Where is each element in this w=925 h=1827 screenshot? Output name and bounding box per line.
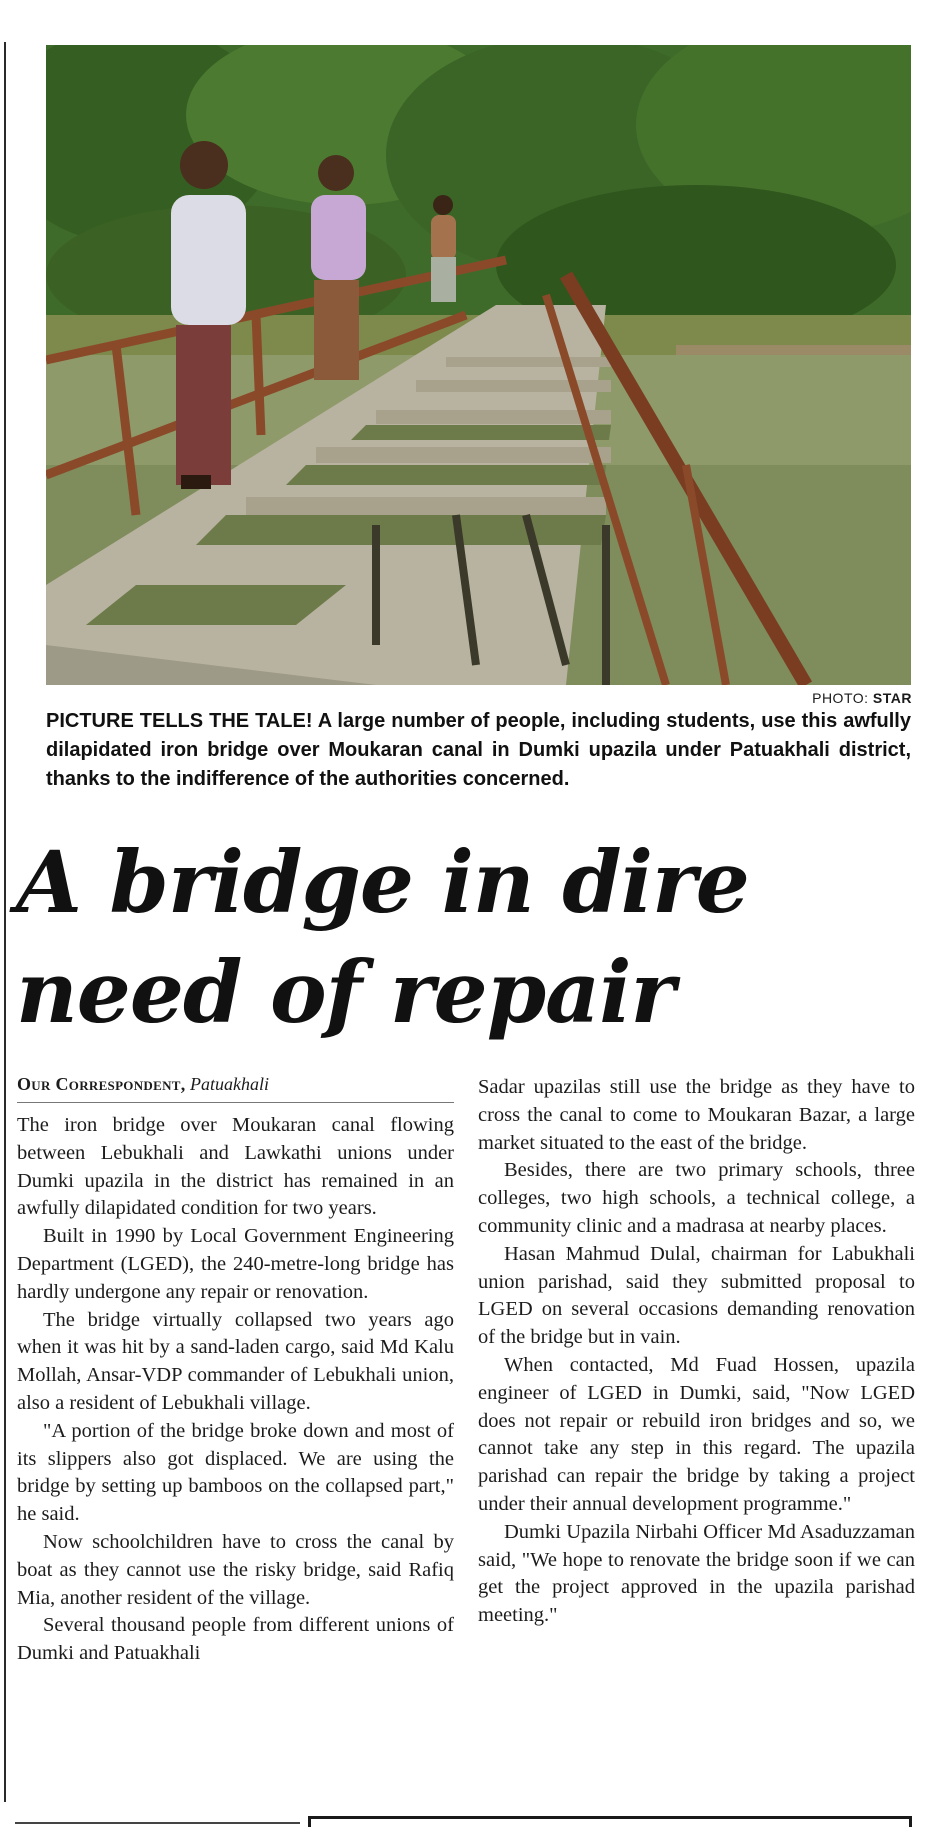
bottom-divider [15,1822,300,1824]
article-paragraph: Dumki Upazila Nirbahi Officer Md Asaduzzaman said, "We hope to renovate the bridge soon if we can get the project approved in the upazila parishad meeting." [478,1520,915,1627]
photo-credit-source: STAR [872,690,912,706]
news-photo [46,45,911,685]
article-column-right [478,1074,915,1630]
article-paragraph: "A portion of the bridge broke down and most of its slippers also got displaced. We are using the bridge by setting up bamboos on the collapsed part," he said. [17,1419,454,1526]
byline-correspondent: Our Correspondent, [17,1074,186,1094]
left-column-rule [4,42,6,1802]
photo-credit-prefix: PHOTO: [812,690,869,706]
article-column-left [17,1072,454,1668]
article-paragraph: When contacted, Md Fuad Hossen, upazila engineer of LGED in Dumki, said, "Now LGED does not repair or rebuild iron bridges and so, we cannot take any step in this regard. The upazila parishad can repair the bridge by taking a project under their annual development programme." [478,1353,915,1515]
headline-line-1: A bridge in dire [16,833,749,933]
article-paragraph: Now schoolchildren have to cross the canal by boat as they cannot use the risky bridge, said Rafiq Mia, another resident of the village. [17,1530,454,1609]
article-paragraph: Sadar upazilas still use the bridge as they have to cross the canal to come to Moukaran Bazar, a large market situated to the east of the bridge. [478,1076,915,1154]
article-paragraph: The iron bridge over Moukaran canal flowing between Lebukhali and Lawkathi unions under Dumki upazila in the district has remained in an awfully dilapidated condition for two years. [17,1114,454,1220]
photo-caption: PICTURE TELLS THE TALE! A large number of people, including students, use this awfully dilapidated iron bridge over Moukaran canal in Dumki upazila under Patuakhali district, thanks to the indifference of the authorities concerned. [46,710,911,790]
headline-line-2: need of repair [16,943,675,1043]
bridge-photo-illustration [46,45,911,685]
article-paragraph: Several thousand people from different unions of Dumki and Patuakhali [17,1614,454,1665]
headline [16,828,916,1048]
article-paragraph: Built in 1990 by Local Government Engineering Department (LGED), the 240-metre-long bridge has hardly undergone any repair or renovation. [17,1225,454,1303]
byline-place: Patuakhali [190,1074,270,1094]
article-paragraph: Hasan Mahmud Dulal, chairman for Labukhali union parishad, said they submitted proposal to LGED on several occasions demanding renovation of the bridge but in vain. [478,1242,915,1349]
next-article-box-edge [308,1816,912,1827]
article-paragraph: The bridge virtually collapsed two years ago when it was hit by a sand-laden cargo, said Md Kalu Mollah, Ansar-VDP commander of Lebukhali union, also a resident of Lebukhali village. [17,1308,454,1414]
byline [17,1072,454,1103]
article-paragraph: Besides, there are two primary schools, three colleges, two high schools, a technical college, a community clinic and a madrasa at nearby places. [478,1159,915,1237]
photo-credit [812,690,912,706]
